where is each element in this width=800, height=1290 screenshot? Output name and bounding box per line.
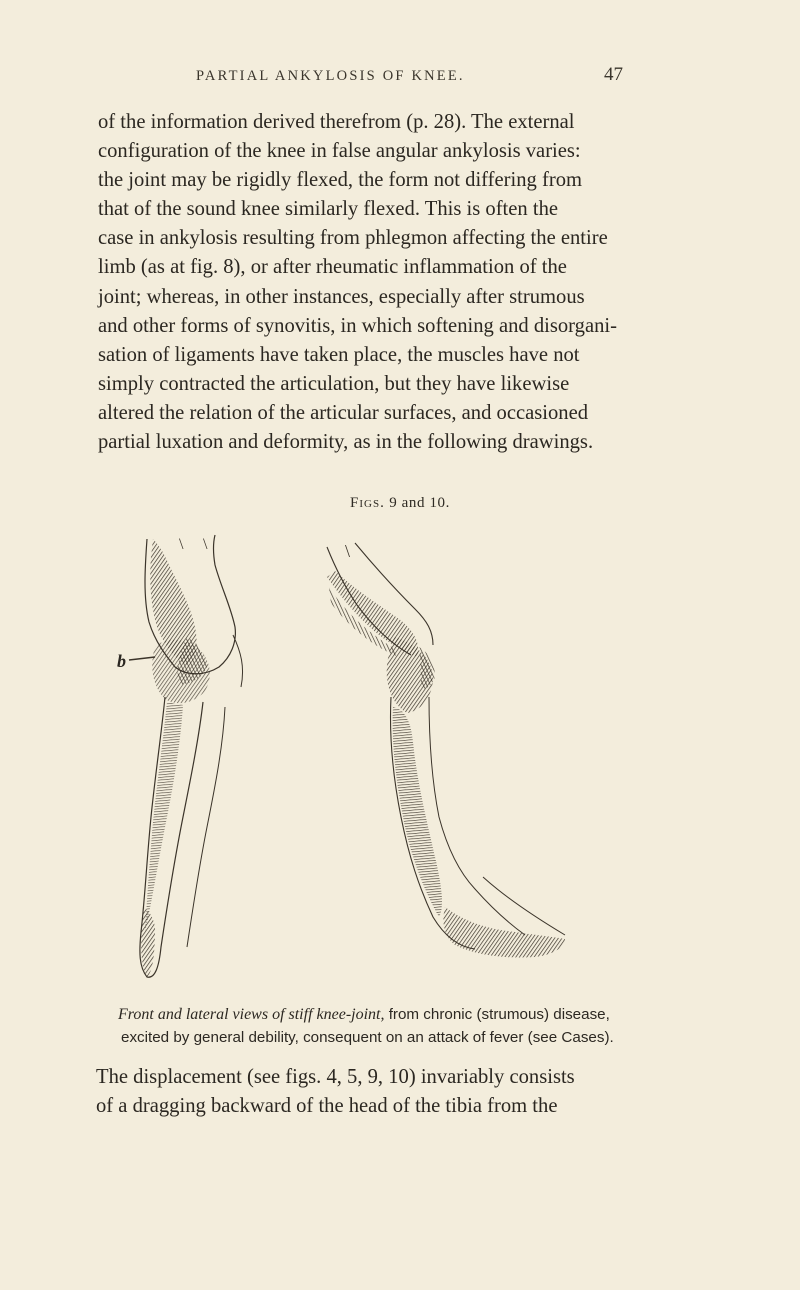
running-head: PARTIAL ANKYLOSIS OF KNEE. [196, 68, 465, 84]
figure-caption [118, 1003, 728, 1049]
text-line: simply contracted the articulation, but they have likewise [98, 372, 570, 395]
page-header [0, 64, 800, 94]
caption-line-2: excited by general debility, consequent on an attack of fever (see Cases). [121, 1029, 614, 1046]
body-paragraph [98, 108, 724, 457]
caption-italic: Front and lateral views of stiff knee-joint, [118, 1006, 385, 1023]
text-line: altered the relation of the articular surfaces, and occasioned [98, 401, 589, 424]
svg-text:\: \ [345, 541, 351, 561]
figure-heading [0, 495, 800, 512]
figure-label-b: b [117, 651, 126, 671]
text-line: and other forms of synovitis, in which softening and disorgani- [98, 314, 617, 337]
caption-rest: from chronic (strumous) disease, [384, 1006, 610, 1023]
front-view-leg [129, 535, 243, 977]
figure-heading-numbers: 9 and 10. [389, 495, 450, 511]
text-line: that of the sound knee similarly flexed. This is often the [98, 198, 559, 221]
text-line: partial luxation and deformity, as in the following drawings. [98, 431, 594, 454]
text-line: joint; whereas, in other instances, especially after strumous [98, 285, 585, 308]
text-line: the joint may be rigidly flexed, the form not differing from [98, 169, 583, 192]
svg-text:\: \ [179, 536, 184, 553]
figure-heading-prefix: Figs. [350, 495, 385, 511]
svg-text:\: \ [203, 536, 208, 553]
caption-line-1 [118, 1003, 728, 1026]
knee-illustration [95, 527, 595, 1002]
body-paragraph-2 [96, 1063, 726, 1121]
text-line: case in ankylosis resulting from phlegmon affecting the entire [98, 227, 608, 250]
lateral-view-leg [327, 541, 565, 958]
text-line: limb (as at fig. 8), or after rheumatic inflammation of the [98, 256, 567, 279]
page-number: 47 [604, 64, 623, 85]
text-line: configuration of the knee in false angular ankylosis varies: [98, 140, 581, 163]
text-line: of the information derived therefrom (p. 28). The external [98, 111, 575, 133]
knee-engraving-icon [95, 527, 595, 1002]
text-line: of a dragging backward of the head of the tibia from the [96, 1095, 558, 1118]
text-line: sation of ligaments have taken place, the muscles have not [98, 343, 580, 366]
text-line: The displacement (see figs. 4, 5, 9, 10) invariably consists [96, 1066, 575, 1088]
